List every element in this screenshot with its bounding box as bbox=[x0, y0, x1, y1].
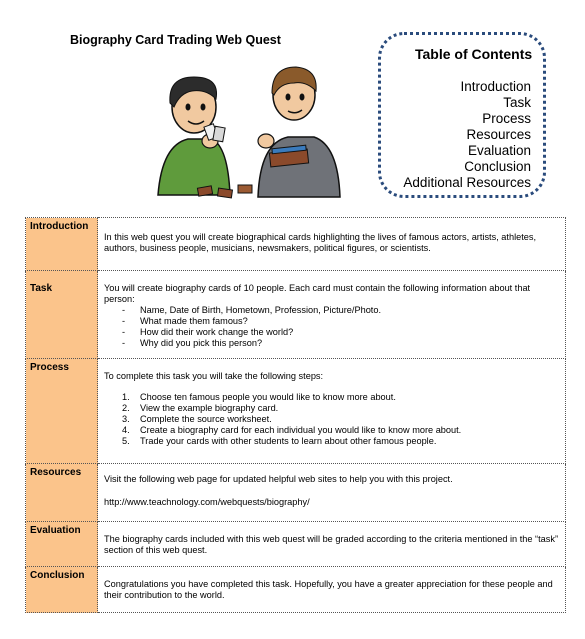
content-introduction bbox=[98, 218, 566, 271]
list-item: - What made them famous? bbox=[122, 316, 248, 326]
content-task bbox=[98, 271, 566, 359]
webquest-table bbox=[25, 217, 566, 613]
content-conclusion bbox=[98, 567, 566, 613]
row-evaluation bbox=[26, 522, 566, 567]
boys-trading-cards-illustration bbox=[148, 55, 344, 205]
toc-link-evaluation[interactable]: Evaluation bbox=[467, 143, 531, 158]
list-item: - Why did you pick this person? bbox=[122, 338, 263, 348]
toc-link-resources[interactable]: Resources bbox=[466, 127, 531, 142]
toc-link-introduction[interactable]: Introduction bbox=[460, 79, 531, 94]
list-item: 4. Create a biography card for each individual you would like to know more about. bbox=[122, 425, 462, 435]
introduction-text: In this web quest you will create biographical cards highlighting the lives of famous actors, artists, athletes, authors, business people, musicians, newsmakers, political figures, or scientists. bbox=[104, 232, 537, 253]
row-process bbox=[26, 359, 566, 464]
process-text: To complete this task you will take the following steps: bbox=[104, 371, 324, 381]
list-item: 5. Trade your cards with other students to learn about other famous people. bbox=[122, 436, 437, 446]
row-introduction bbox=[26, 218, 566, 271]
label-task: Task bbox=[26, 271, 98, 359]
evaluation-text: The biography cards included with this web quest will be graded according to the criteria mentioned in the “task” section of this web quest. bbox=[104, 534, 559, 555]
task-list bbox=[104, 305, 559, 349]
page-title: Biography Card Trading Web Quest bbox=[70, 33, 281, 47]
resources-text: Visit the following web page for updated helpful web sites to help you with this project. bbox=[104, 474, 453, 484]
conclusion-text: Congratulations you have completed this task. Hopefully, you have a greater appreciation for these people and their contribution to the world. bbox=[104, 579, 553, 600]
content-process bbox=[98, 359, 566, 464]
row-conclusion bbox=[26, 567, 566, 613]
list-item: 1. Choose ten famous people you would like to know more about. bbox=[122, 392, 396, 402]
resources-link[interactable]: http://www.teachnology.com/webquests/biography/ bbox=[104, 497, 310, 507]
toc-title: Table of Contents bbox=[415, 46, 533, 62]
content-resources bbox=[98, 464, 566, 522]
process-steps bbox=[104, 392, 559, 447]
row-task bbox=[26, 271, 566, 359]
list-item: - Name, Date of Birth, Hometown, Profession, Picture/Photo. bbox=[122, 305, 382, 315]
toc-link-process[interactable]: Process bbox=[482, 111, 531, 126]
label-conclusion: Conclusion bbox=[26, 567, 98, 613]
toc-link-conclusion[interactable]: Conclusion bbox=[464, 159, 531, 174]
label-evaluation: Evaluation bbox=[26, 522, 98, 567]
list-item: - How did their work change the world? bbox=[122, 327, 294, 337]
label-process: Process bbox=[26, 359, 98, 464]
label-resources: Resources bbox=[26, 464, 98, 522]
list-item: 2. View the example biography card. bbox=[122, 403, 279, 413]
toc-link-additional-resources[interactable]: Additional Resources bbox=[403, 175, 531, 190]
toc-link-task[interactable]: Task bbox=[503, 95, 531, 110]
row-resources bbox=[26, 464, 566, 522]
task-text: You will create biography cards of 10 people. Each card must contain the following information about that person: bbox=[104, 283, 531, 304]
content-evaluation bbox=[98, 522, 566, 567]
table-of-contents bbox=[378, 32, 546, 198]
list-item: 3. Complete the source worksheet. bbox=[122, 414, 272, 424]
toc-list bbox=[403, 79, 531, 191]
label-introduction: Introduction bbox=[26, 218, 98, 271]
